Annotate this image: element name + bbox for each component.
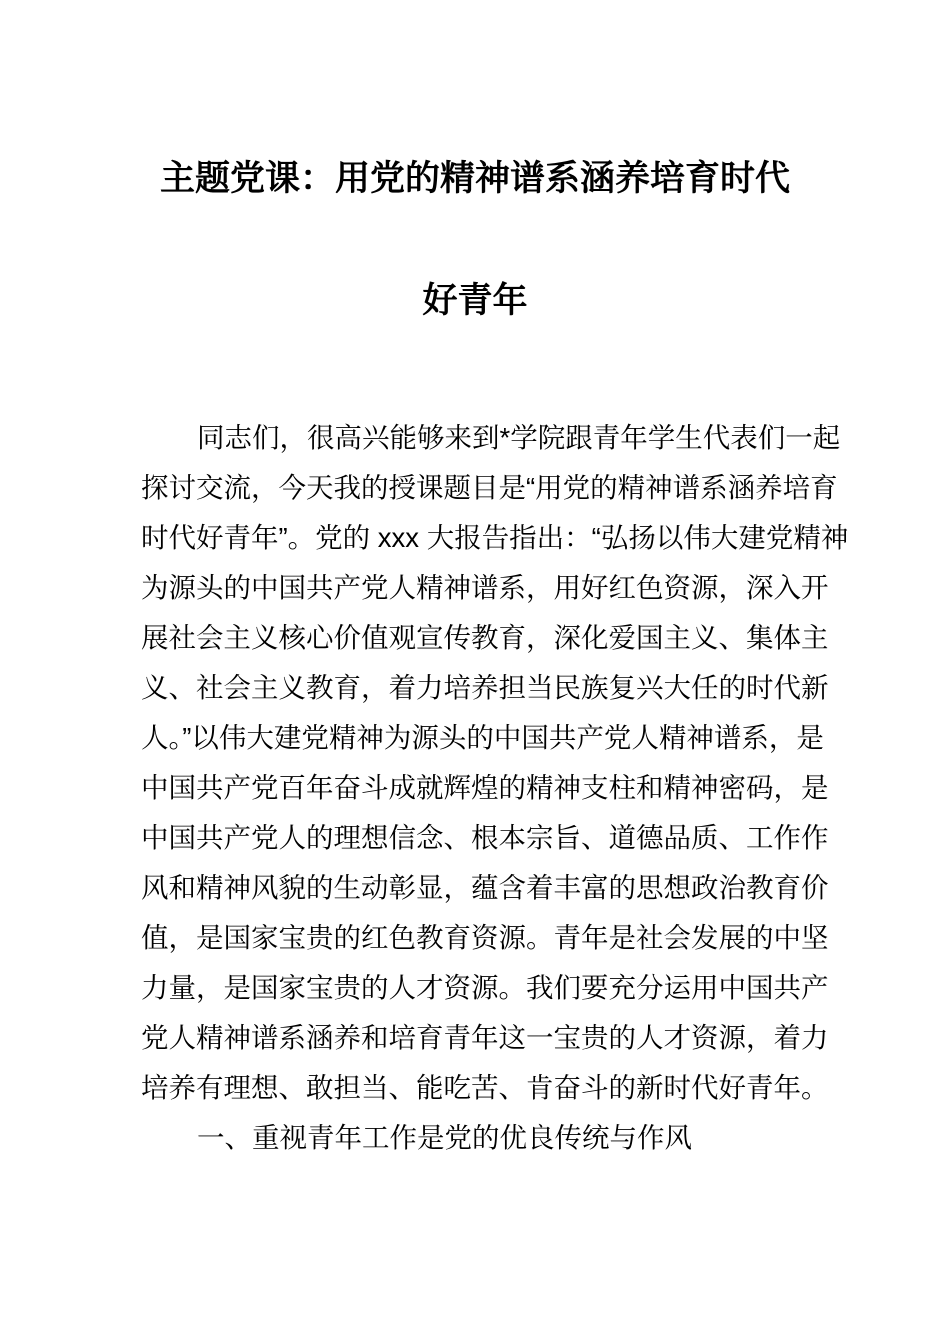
paragraph-line: 探讨交流，今天我的授课题目是“用党的精神谱系涵养培育 bbox=[141, 472, 838, 503]
paragraph-line: 义、社会主义教育，着力培养担当民族复兴大任的时代新 bbox=[141, 672, 829, 703]
paragraph-line: 同志们，很高兴能够来到*学院跟青年学生代表们一起 bbox=[197, 422, 841, 453]
paragraph-line: 为源头的中国共产党人精神谱系，用好红色资源，深入开 bbox=[141, 572, 829, 603]
paragraph-line: 力量，是国家宝贵的人才资源。我们要充分运用中国共产 bbox=[141, 972, 829, 1003]
paragraph-line: 培养有理想、敢担当、能吃苦、肯奋斗的新时代好青年。 bbox=[141, 1072, 829, 1103]
body-paragraph bbox=[141, 413, 849, 1113]
document-body bbox=[141, 413, 849, 1163]
paragraph-line: 党人精神谱系涵养和培育青年这一宝贵的人才资源，着力 bbox=[141, 1022, 829, 1053]
document-title-line: 主题党课：用党的精神谱系涵养培育时代 bbox=[159, 159, 790, 198]
paragraph-line: 时代好青年”。党的 xxx 大报告指出：“弘扬以伟大建党精神 bbox=[141, 522, 849, 553]
paragraph-line: 展社会主义核心价值观宣传教育，深化爱国主义、集体主 bbox=[141, 622, 829, 653]
paragraph-line: 中国共产党人的理想信念、根本宗旨、道德品质、工作作 bbox=[141, 822, 829, 853]
paragraph-line: 中国共产党百年奋斗成就辉煌的精神支柱和精神密码，是 bbox=[141, 772, 829, 803]
document-title bbox=[0, 118, 950, 362]
paragraph-line: 值，是国家宝贵的红色教育资源。青年是社会发展的中坚 bbox=[141, 922, 829, 953]
section-heading: 一、重视青年工作是党的优良传统与作风 bbox=[197, 1122, 692, 1153]
document-title-line: 好青年 bbox=[422, 281, 528, 320]
paragraph-line: 人。”以伟大建党精神为源头的中国共产党人精神谱系，是 bbox=[141, 722, 824, 753]
paragraph-line: 风和精神风貌的生动彰显，蕴含着丰富的思想政治教育价 bbox=[141, 872, 829, 903]
